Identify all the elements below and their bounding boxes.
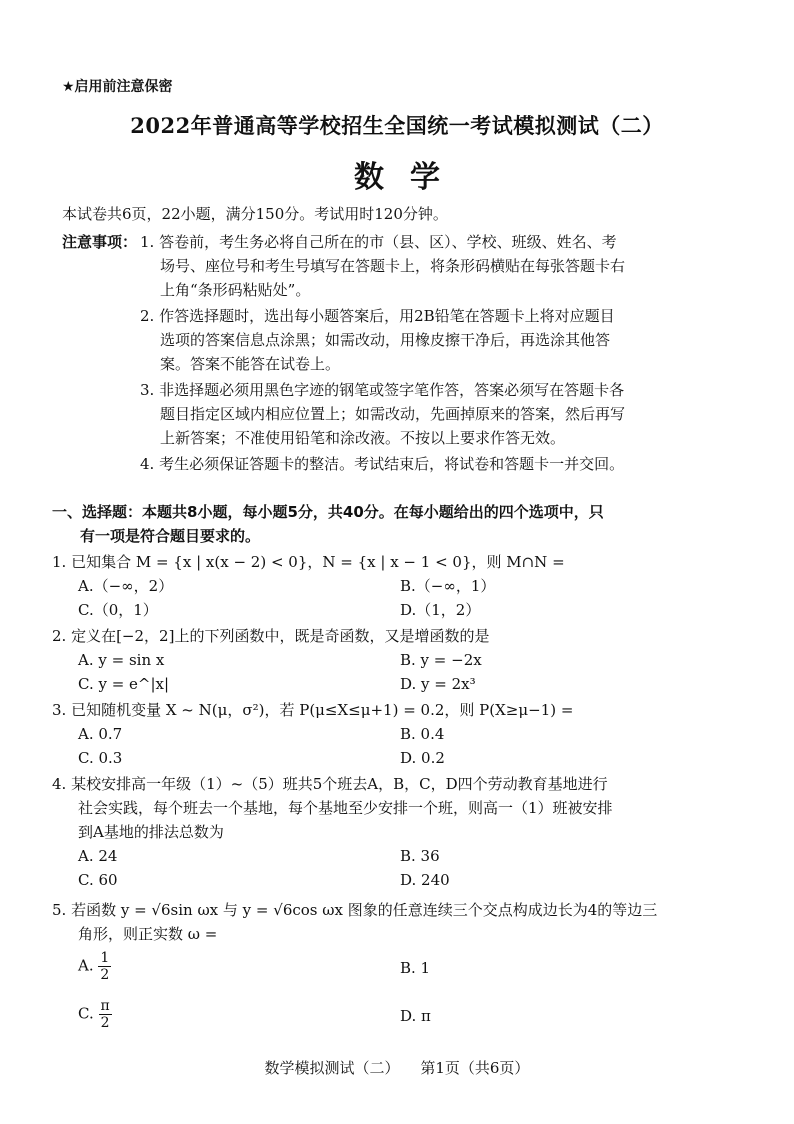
question-3-option-a: A. 0.7 (78, 725, 123, 743)
footer-exam-name: 数学模拟测试（二） (264, 1059, 400, 1077)
fraction-denominator: 2 (100, 967, 110, 983)
notes-label: 注意事项： (62, 233, 138, 251)
question-4-option-b: B. 36 (400, 847, 440, 865)
section-1-heading-cont: 有一项是符合题目要求的。 (80, 527, 261, 545)
question-5-option-c-label: C. (78, 1004, 94, 1023)
note-2-line-1: 2. 作答选择题时，选出每小题答案后，用2B铅笔在答题卡上将对应题目 (140, 307, 615, 325)
section-1-heading: 一、选择题：本题共8小题，每小题5分，共40分。在每小题给出的四个选项中，只 (52, 503, 604, 521)
question-2-stem: 2. 定义在[−2，2]上的下列函数中，既是奇函数，又是增函数的是 (52, 627, 490, 645)
subject-title: 数学 (354, 160, 466, 195)
fraction-pi-half (99, 998, 112, 1031)
question-4-option-a: A. 24 (78, 847, 118, 865)
question-2-option-c: C. y = e^|x| (78, 675, 170, 693)
question-2-option-b: B. y = −2x (400, 651, 482, 669)
question-5-option-d: D. π (400, 1007, 431, 1025)
fraction-denominator: 2 (100, 1015, 110, 1031)
note-3-line-1: 3. 非选择题必须用黑色字迹的钢笔或签字笔作答，答案必须写在答题卡各 (140, 381, 625, 399)
question-2-option-a: A. y = sin x (78, 651, 165, 669)
question-5-option-b: B. 1 (400, 959, 431, 977)
confidential-notice: ★启用前注意保密 (62, 79, 173, 95)
note-3-line-3: 上新答案；不准使用铅笔和涂改液。不按以上要求作答无效。 (160, 429, 566, 447)
question-3-option-c: C. 0.3 (78, 749, 123, 767)
question-5-option-a (78, 950, 111, 983)
note-2-line-2: 选项的答案信息点涂黑；如需改动，用橡皮擦干净后，再选涂其他答 (160, 331, 611, 349)
question-4-option-c: C. 60 (78, 871, 118, 889)
note-4-line-1: 4. 考生必须保证答题卡的整洁。考试结束后，将试卷和答题卡一并交回。 (140, 455, 625, 473)
question-5-option-a-label: A. (78, 956, 94, 975)
question-4-stem-line-1: 4. 某校安排高一年级（1）~（5）班共5个班去A，B，C，D四个劳动教育基地进行 (52, 775, 608, 793)
question-1-option-b: B.（−∞，1） (400, 577, 496, 595)
fraction-one-half (98, 950, 111, 983)
question-1-option-c: C.（0，1） (78, 601, 158, 619)
question-5-stem-line-1: 5. 若函数 y = √6sin ωx 与 y = √6cos ωx 图象的任意连续三个交点构成边长为4的等边三 (52, 901, 658, 919)
question-5-option-c (78, 998, 112, 1031)
question-2-option-d: D. y = 2x³ (400, 675, 476, 693)
question-3-option-d: D. 0.2 (400, 749, 445, 767)
question-1-stem: 1. 已知集合 M = {x | x(x − 2) < 0}，N = {x | x − 1 < 0}，则 M∩N = (52, 553, 565, 571)
question-1-option-d: D.（1，2） (400, 601, 481, 619)
question-1-option-a: A.（−∞，2） (78, 577, 174, 595)
note-2-line-3: 案。答案不能答在试卷上。 (160, 355, 341, 373)
question-4-stem-line-3: 到A基地的排法总数为 (78, 823, 224, 841)
exam-title: 2022年普通高等学校招生全国统一考试模拟测试（二） (130, 113, 664, 138)
fraction-numerator: 1 (100, 950, 110, 966)
question-4-option-d: D. 240 (400, 871, 450, 889)
question-4-stem-line-2: 社会实践，每个班去一个基地，每个基地至少安排一个班，则高一（1）班被安排 (78, 799, 613, 817)
note-1-line-2: 场号、座位号和考生号填写在答题卡上，将条形码横贴在每张答题卡右 (160, 257, 626, 275)
note-1-line-1: 1. 答卷前，考生务必将自己所在的市（县、区）、学校、班级、姓名、考 (140, 233, 617, 251)
note-1-line-3: 上角“条形码粘贴处”。 (160, 281, 311, 299)
footer-page-number: 第1页（共6页） (420, 1059, 530, 1077)
question-3-option-b: B. 0.4 (400, 725, 445, 743)
fraction-numerator: π (100, 998, 110, 1014)
question-5-stem-line-2: 角形，则正实数 ω = (78, 925, 218, 943)
page-footer (0, 1057, 794, 1078)
note-3-line-2: 题目指定区域内相应位置上；如需改动，先画掉原来的答案，然后再写 (160, 405, 626, 423)
exam-info: 本试卷共6页，22小题，满分150分。考试用时120分钟。 (62, 205, 448, 223)
question-3-stem: 3. 已知随机变量 X ~ N(μ，σ²)，若 P(μ≤X≤μ+1) = 0.2，则 P(X≥μ−1) = (52, 701, 574, 719)
